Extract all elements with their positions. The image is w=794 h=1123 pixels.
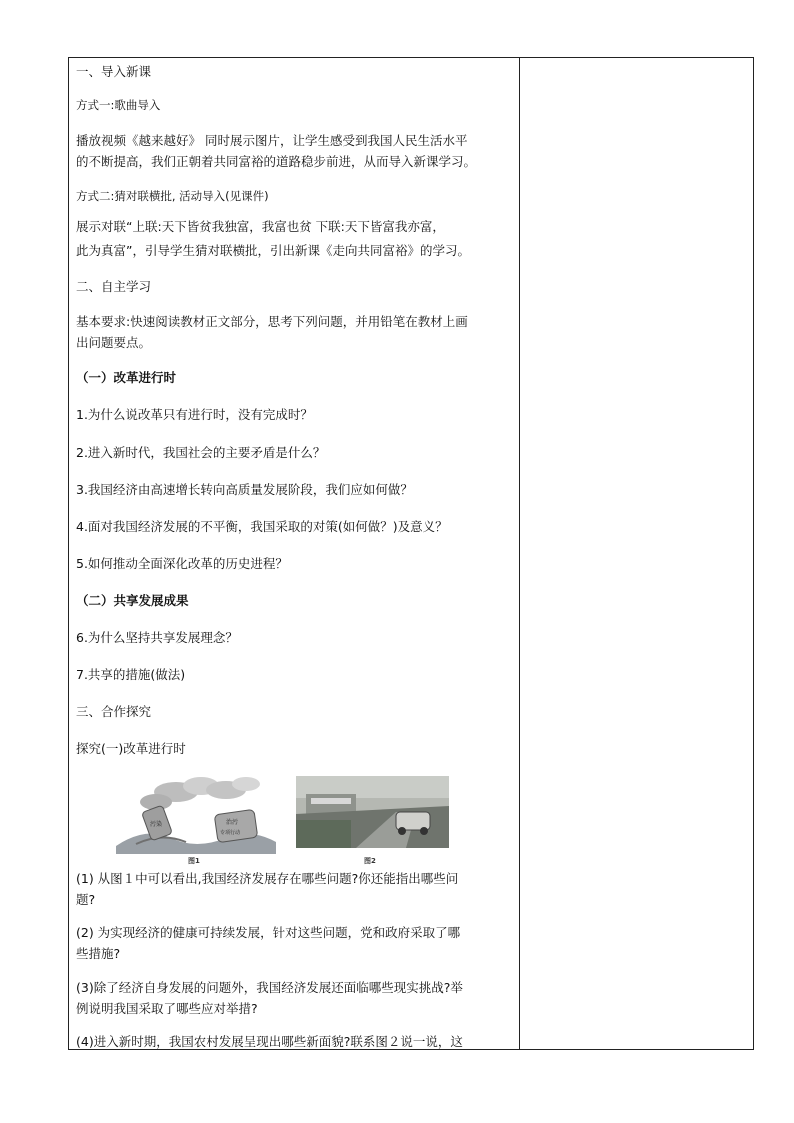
question-2: 2.进入新时代，我国社会的主要矛盾是什么？ <box>76 445 326 460</box>
question-6: 6.为什么坚持共享发展理念？ <box>76 630 238 645</box>
method1-text-line1: 播放视频《越来越好》 同时展示图片，让学生感受到我国人民生活水平 <box>76 133 468 148</box>
section-title-self-study: 二、自主学习 <box>76 279 152 294</box>
explore-q4-line1: (4)进入新时期，我国农村发展呈现出哪些新面貌?联系图２说一说，这 <box>76 1034 463 1049</box>
figure-2-rural-road-photo <box>296 776 449 848</box>
requirement-line1: 基本要求:快速阅读教材正文部分，思考下列问题，并用铅笔在教材上画 <box>76 314 468 329</box>
explore-q3-line2: 例说明我国采取了哪些应对举措? <box>76 1001 258 1016</box>
figures-row <box>116 776 456 872</box>
question-1: 1.为什么说改革只有进行时，没有完成时？ <box>76 407 313 422</box>
question-7: 7.共享的措施(做法) <box>76 667 186 682</box>
explore-q3-line1: (3)除了经济自身发展的问题外，我国经济发展还面临哪些现实挑战?举 <box>76 980 463 995</box>
method2-text-line1: 展示对联“上联:天下皆贫我独富，我富也贫 下联:天下皆富我亦富， <box>76 219 445 234</box>
question-4: 4.面对我国经济发展的不平衡，我国采取的对策(如何做？)及意义？ <box>76 519 448 534</box>
figure-2-caption: 图2 <box>364 857 376 865</box>
section-title-intro: 一、导入新课 <box>76 64 152 79</box>
method2-title: 方式二:猜对联横批, 活动导入(见课件) <box>76 189 269 203</box>
column-divider <box>519 58 520 1049</box>
method2-text-line2: 此为真富”，引导学生猜对联横批，引出新课《走向共同富裕》的学习。 <box>76 243 470 258</box>
figure-1-pollution-cartoon <box>116 776 276 854</box>
method1-title: 方式一:歌曲导入 <box>76 98 161 112</box>
requirement-line2: 出问题要点。 <box>76 335 152 350</box>
lesson-table <box>68 57 754 1050</box>
figure-1-label-a: 污染 <box>150 821 163 828</box>
explore-q1-line2: 题? <box>76 892 96 907</box>
question-5: 5.如何推动全面深化改革的历史进程？ <box>76 556 288 571</box>
question-3: 3.我国经济由高速增长转向高质量发展阶段，我们应如何做？ <box>76 482 413 497</box>
explore-title: 探究(一)改革进行时 <box>76 741 186 756</box>
explore-q2-line1: (2) 为实现经济的健康可持续发展，针对这些问题，党和政府采取了哪 <box>76 925 461 940</box>
section-title-cooperative: 三、合作探究 <box>76 704 152 719</box>
figure-1-label-b: 治污 <box>226 819 239 826</box>
part2-title: （二）共享发展成果 <box>76 593 189 608</box>
part1-title: （一）改革进行时 <box>76 370 177 385</box>
method1-text-line2: 的不断提高，我们正朝着共同富裕的道路稳步前进，从而导入新课学习。 <box>76 154 477 169</box>
figure-1-label-c: 专项行动 <box>220 830 241 836</box>
explore-q1-line1: (1) 从图１中可以看出,我国经济发展存在哪些问题?你还能指出哪些问 <box>76 871 459 886</box>
figure-1-caption: 图1 <box>188 857 200 865</box>
explore-q2-line2: 些措施? <box>76 946 121 961</box>
